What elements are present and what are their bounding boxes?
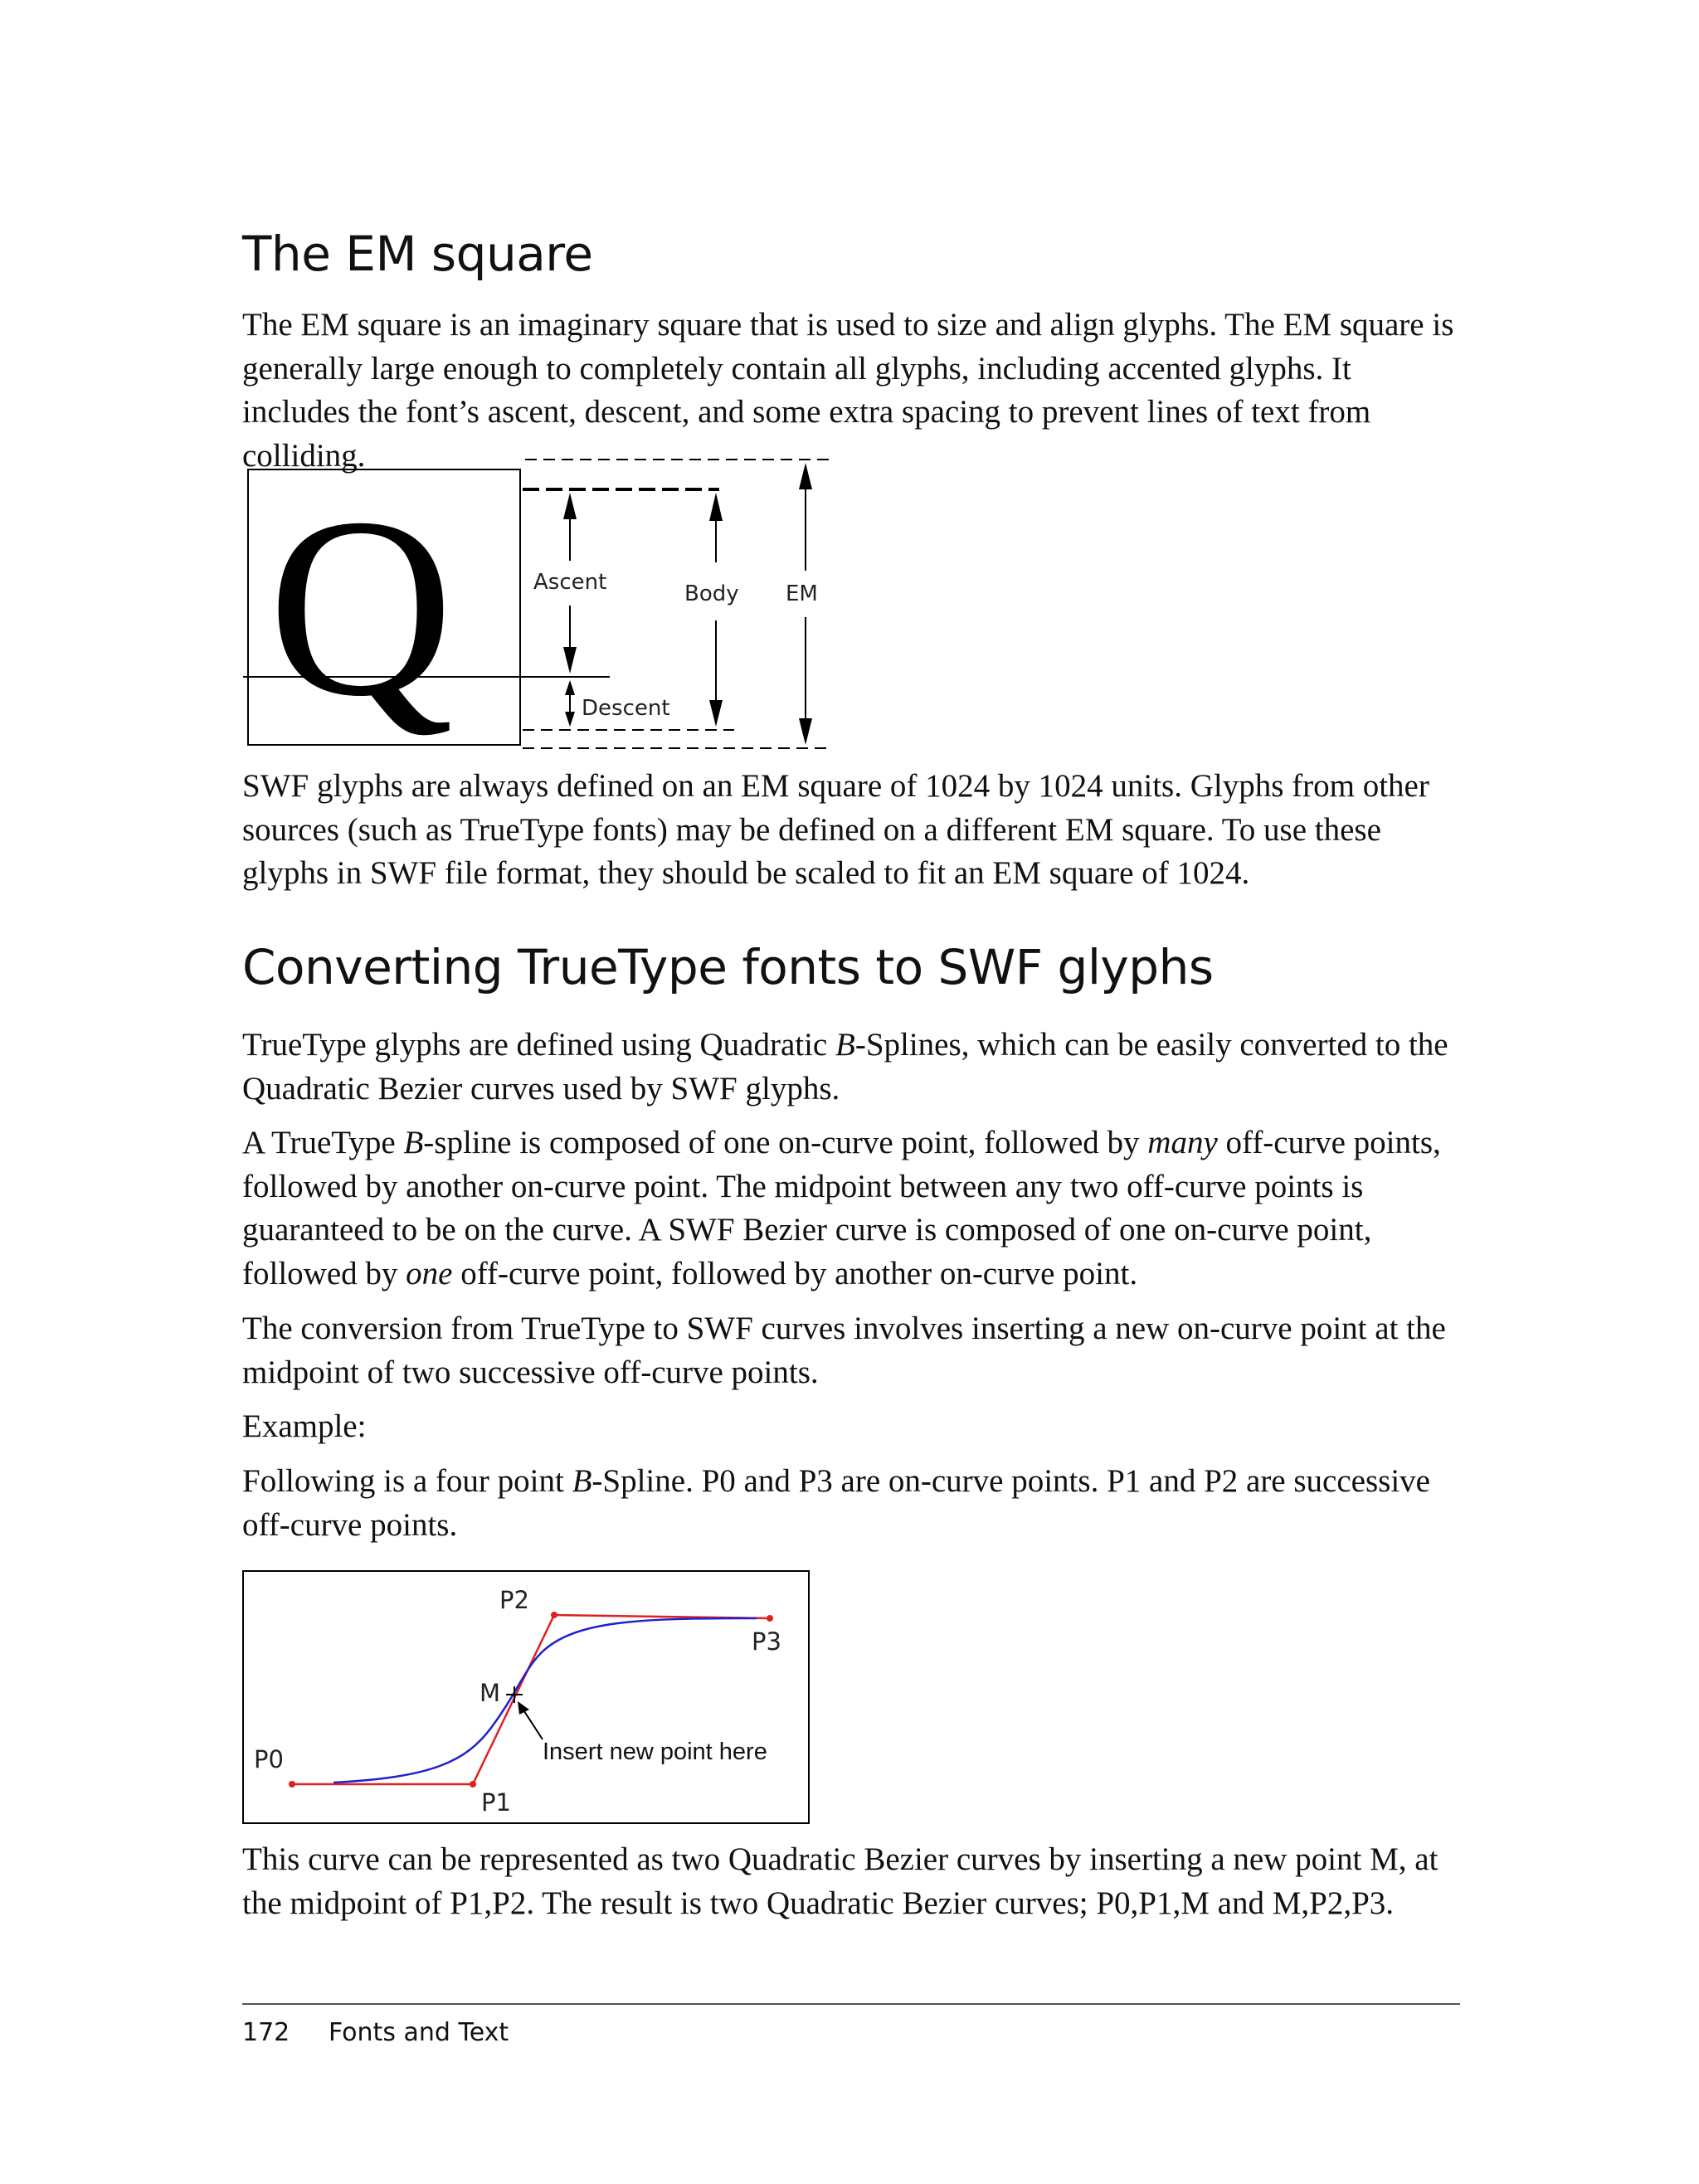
ascent-arrow-down xyxy=(563,647,577,674)
descent-arrow-up xyxy=(565,680,575,695)
label-p3: P3 xyxy=(752,1627,781,1656)
point-p0 xyxy=(289,1781,295,1788)
text-run: -Splines, which can be easily converted to the Quadratic Bezier curves used by SWF glyphs. xyxy=(242,1027,1448,1107)
em-square-figure xyxy=(236,455,850,763)
footer-chapter: Fonts and Text xyxy=(329,2018,509,2047)
label-em: EM xyxy=(786,581,818,606)
text-run: -spline is composed of one on-curve point, followed by xyxy=(423,1125,1148,1160)
paragraph-four-point-spline xyxy=(242,1460,1462,1547)
label-p2: P2 xyxy=(499,1586,529,1614)
paragraph-truetype-bsplines xyxy=(242,1024,1462,1111)
text-run: Following is a four point xyxy=(242,1463,572,1499)
label-ascent: Ascent xyxy=(533,570,607,595)
point-p1 xyxy=(470,1781,476,1788)
point-p2 xyxy=(551,1612,557,1618)
italic-many: many xyxy=(1147,1125,1218,1160)
paragraph-em-intro: The EM square is an imaginary square that is used to size and align glyphs. The EM square is generally large enough to completely contain all glyphs, including accented glyphs. It includes the font’s ascent, descent, and some extra spacing to prevent lines of text from colliding. xyxy=(242,307,1454,474)
italic-b: B xyxy=(403,1125,424,1160)
heading-em-square: The EM square xyxy=(242,226,593,282)
annotation-insert-point: Insert new point here xyxy=(543,1739,767,1765)
paragraph-two-bezier: This curve can be represented as two Quadratic Bezier curves by inserting a new point M, at the midpoint of P1,P2. The result is two Quadratic Bezier curves; P0,P1,M and M,P2,P3. xyxy=(242,1841,1439,1921)
text-run: off-curve points, followed by another on-curve point. The midpoint between any two off-curve points is guaranteed to be on the curve. A SWF Bezier curve is composed of one on-curve point, followed by xyxy=(242,1125,1441,1291)
text-run: A TrueType xyxy=(242,1125,404,1160)
bspline-figure xyxy=(242,1570,811,1826)
label-descent: Descent xyxy=(582,696,670,721)
footer-rule xyxy=(242,2003,1460,2005)
q-glyph: Q xyxy=(268,465,454,750)
label-body: Body xyxy=(684,581,739,606)
label-m: M xyxy=(480,1679,501,1707)
italic-one: one xyxy=(406,1255,453,1291)
point-p3 xyxy=(767,1615,773,1622)
text-run: TrueType glyphs are defined using Quadratic xyxy=(242,1027,835,1063)
paragraph-swf-glyphs: SWF glyphs are always defined on an EM square of 1024 by 1024 units. Glyphs from other sources (such as TrueType fonts) may be defined on a different EM square. To use these glyphs in SWF file format, they should be scaled to fit an EM square of 1024. xyxy=(242,768,1429,891)
body-arrow-up xyxy=(709,493,723,521)
em-arrow-down xyxy=(799,718,812,745)
label-p1: P1 xyxy=(481,1788,511,1817)
italic-b: B xyxy=(572,1463,592,1499)
text-run: off-curve point, followed by another on-curve point. xyxy=(452,1255,1138,1291)
heading-converting-truetype: Converting TrueType fonts to SWF glyphs xyxy=(242,939,1214,995)
paragraph-bspline-composition xyxy=(242,1121,1462,1296)
ascent-arrow-up xyxy=(563,493,577,519)
body-arrow-down xyxy=(709,700,723,727)
descent-arrow-down xyxy=(565,712,575,727)
italic-b: B xyxy=(835,1027,855,1063)
em-arrow-up xyxy=(799,463,812,489)
label-p0: P0 xyxy=(254,1745,284,1773)
text-run: -Spline. P0 and P3 are on-curve points. P1 and P2 are successive off-curve points. xyxy=(242,1463,1430,1543)
paragraph-example-label: Example: xyxy=(242,1408,367,1444)
paragraph-conversion: The conversion from TrueType to SWF curves involves inserting a new on-curve point at the midpoint of two successive off-curve points. xyxy=(242,1311,1446,1390)
footer-page-number: 172 xyxy=(242,2018,290,2047)
